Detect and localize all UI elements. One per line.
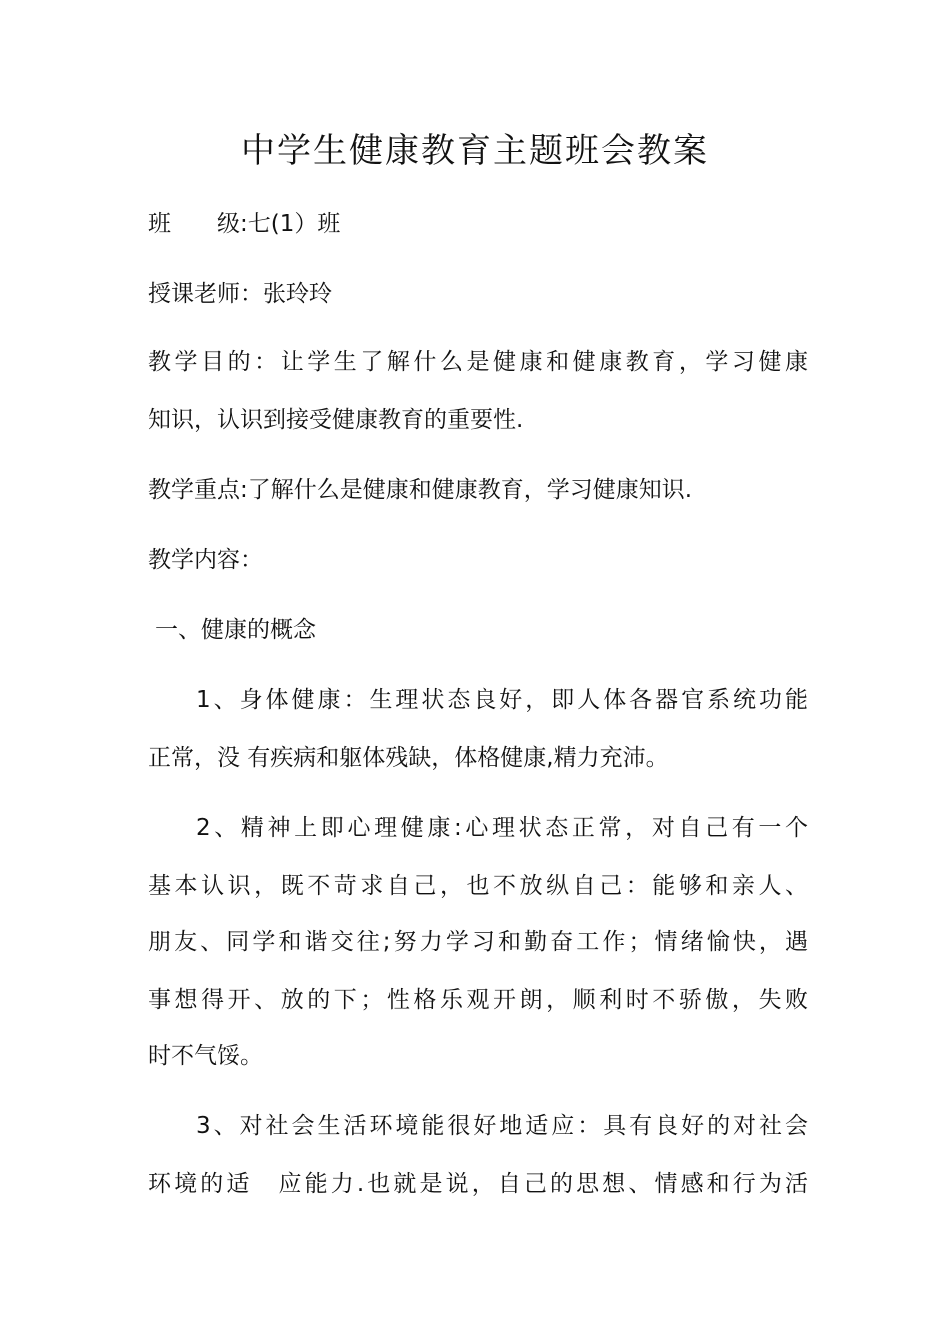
item3-line-2: 环境的适 应能力.也就是说，自己的思想、情感和行为活 — [148, 1171, 808, 1197]
content-heading: 教学内容： — [148, 547, 263, 573]
purpose-line-2: 知识，认识到接受健康教育的重要性. — [148, 407, 524, 433]
item1-line-2: 正常，没 有疾病和躯体残缺，体格健康,精力充沛。 — [148, 745, 669, 771]
item2-line-2: 基本认识，既不苛求自己，也不放纵自己：能够和亲人、 — [148, 873, 808, 899]
section-heading-1: 一、健康的概念 — [155, 617, 316, 643]
teacher-line: 授课老师：张玲玲 — [148, 281, 332, 307]
item2-line-3: 朋友、同学和谐交往;努力学习和勤奋工作；情绪愉快，遇 — [148, 929, 808, 955]
item1-line-1: 1、身体健康：生理状态良好，即人体各器官系统功能 — [196, 687, 808, 713]
item2-line-1: 2、精神上即心理健康:心理状态正常，对自己有一个 — [196, 815, 808, 841]
item2-line-5: 时不气馁。 — [148, 1043, 263, 1069]
key-point-line: 教学重点:了解什么是健康和健康教育，学习健康知识. — [148, 477, 693, 503]
purpose-line-1: 教学目的：让学生了解什么是健康和健康教育，学习健康 — [148, 349, 808, 375]
item2-line-4: 事想得开、放的下；性格乐观开朗，顺利时不骄傲，失败 — [148, 987, 808, 1013]
document-title: 中学生健康教育主题班会教案 — [241, 131, 709, 171]
item3-line-1: 3、对社会生活环境能很好地适应：具有良好的对社会 — [196, 1113, 808, 1139]
class-line: 班 级:七(1）班 — [148, 211, 341, 237]
